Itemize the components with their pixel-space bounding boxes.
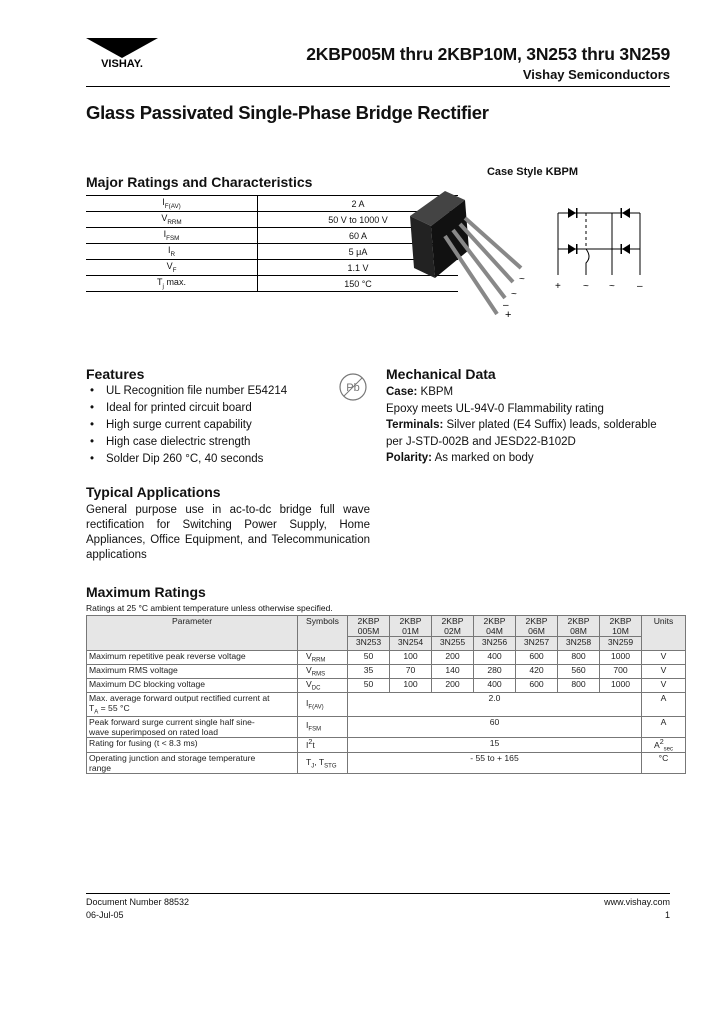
header-parameter: Parameter xyxy=(87,616,298,651)
symbol-sub: RRM xyxy=(311,657,326,664)
schematic-pin-3: ~ xyxy=(609,281,615,292)
row-value: 100 xyxy=(390,651,432,665)
param-line-2-text: T xyxy=(89,703,95,713)
table-row xyxy=(87,753,686,774)
row-value: 200 xyxy=(432,679,474,693)
header-title: 2KBP005M thru 2KBP10M, 3N253 thru 3N259 xyxy=(306,44,670,64)
max-ratings-heading: Maximum Ratings xyxy=(86,584,206,600)
major-rating-value: 50 V to 1000 V xyxy=(258,212,459,228)
symbol-main: V xyxy=(306,679,312,689)
part-top: 2KBP xyxy=(357,616,380,626)
row-symbol xyxy=(298,693,348,717)
part-top: 2KBP xyxy=(399,616,422,626)
row-parameter: Maximum RMS voltage xyxy=(87,665,298,679)
unit-main: A xyxy=(653,739,660,750)
symbol-main: T xyxy=(306,756,312,767)
row-value: 2.0 xyxy=(348,693,642,717)
row-unit xyxy=(642,693,686,717)
major-rating-symbol xyxy=(86,228,258,244)
symbol-main: I xyxy=(306,739,309,750)
header-part-alt: 3N259 xyxy=(600,637,642,651)
symbol-main: V xyxy=(306,651,312,661)
major-rating-value: 60 A xyxy=(258,228,459,244)
max-ratings-note: Ratings at 25 °C ambient temperature unless otherwise specified. xyxy=(86,603,333,613)
row-value: 800 xyxy=(558,651,600,665)
table-row xyxy=(87,679,686,693)
major-rating-symbol xyxy=(86,244,258,260)
schematic-pin-2: ~ xyxy=(583,281,589,292)
row-value: 700 xyxy=(600,665,642,679)
symbol-main: V xyxy=(161,213,168,224)
mechanical-data xyxy=(386,384,676,467)
row-value: 50 xyxy=(348,651,390,665)
row-symbol xyxy=(298,716,348,737)
major-ratings-heading: Major Ratings and Characteristics xyxy=(86,174,313,190)
header-part-alt: 3N253 xyxy=(348,637,390,651)
symbol-rest: t xyxy=(312,739,315,750)
row-value: 1000 xyxy=(600,651,642,665)
case-value: KBPM xyxy=(420,386,454,398)
row-parameter xyxy=(87,716,298,737)
case-label: Case: xyxy=(386,386,418,398)
param-line-2 xyxy=(89,703,295,716)
unit-main: A xyxy=(660,693,667,703)
applications-text: General purpose use in ac-to-dc bridge full wave rectification for Switching Power Supply, Home Appliances, Office Equipment, and Telecommunication applications xyxy=(86,504,370,561)
vishay-logo-text: VISHAY. xyxy=(101,58,143,68)
header-part xyxy=(348,616,390,637)
doc-date: 06-Jul-05 xyxy=(86,910,124,920)
header-part xyxy=(390,616,432,637)
row-value: 420 xyxy=(516,665,558,679)
major-rating-symbol xyxy=(86,276,258,292)
features-heading: Features xyxy=(86,366,145,382)
lead-free-icon xyxy=(337,371,369,403)
row-parameter xyxy=(87,693,298,717)
row-parameter: Maximum repetitive peak reverse voltage xyxy=(87,651,298,665)
bridge-schematic xyxy=(552,203,647,295)
row-unit: V xyxy=(642,679,686,693)
pin-label-2: ~ xyxy=(511,289,517,300)
symbol-main: V xyxy=(166,261,173,272)
row-unit: V xyxy=(642,665,686,679)
case-style-caption: Case Style KBPM xyxy=(486,166,579,178)
row-value: 280 xyxy=(474,665,516,679)
pin-label-3: – xyxy=(503,300,509,311)
part-top: 2KBP xyxy=(525,616,548,626)
diode-4 xyxy=(622,244,630,254)
symbol-main: V xyxy=(306,665,312,675)
lead-free-badge-text: Pb xyxy=(346,382,360,394)
param-text: Rating for fusing (t < 8.3 ms) xyxy=(89,737,198,748)
table-row xyxy=(87,693,686,717)
feature-item: • High case dielectric strength xyxy=(86,434,287,451)
table-row xyxy=(87,665,686,679)
header-part xyxy=(558,616,600,637)
applications-heading: Typical Applications xyxy=(86,484,221,500)
major-rating-symbol xyxy=(86,260,258,276)
feature-item: • Solder Dip 260 °C, 40 seconds xyxy=(86,451,287,468)
symbol-sub: F(AV) xyxy=(164,202,181,210)
table-header-row xyxy=(87,616,686,637)
param-line-2-text: wave superimposed on rated load xyxy=(89,726,218,737)
row-value: 400 xyxy=(474,679,516,693)
header-part xyxy=(516,616,558,637)
row-value: 100 xyxy=(390,679,432,693)
symbol-sub: RRM xyxy=(167,218,182,226)
footer-rule xyxy=(86,893,670,894)
param-line-2-sub: A xyxy=(94,709,99,716)
symbol-suffix: max. xyxy=(163,277,186,288)
part-top: 2KBP xyxy=(609,616,632,626)
doc-number: Document Number 88532 xyxy=(86,897,190,907)
param-line-1: Operating junction and storage temperature xyxy=(89,753,256,764)
schematic-pin-1: + xyxy=(555,281,561,292)
symbol-sep: , T xyxy=(314,756,325,767)
page-number: 1 xyxy=(664,910,670,920)
part-top: 2KBP xyxy=(483,616,506,626)
row-symbol xyxy=(298,651,348,665)
kbpm-package-drawing xyxy=(405,186,535,321)
row-value: 70 xyxy=(390,665,432,679)
part-top: 2KBP xyxy=(441,616,464,626)
symbol-sub: FSM xyxy=(308,727,322,734)
part-mid: 005M xyxy=(357,626,380,636)
row-value: 560 xyxy=(558,665,600,679)
max-ratings-table xyxy=(86,615,686,774)
row-parameter: Maximum DC blocking voltage xyxy=(87,679,298,693)
header-part xyxy=(474,616,516,637)
row-value: 800 xyxy=(558,679,600,693)
epoxy-text: Epoxy meets UL-94V-0 Flammability rating xyxy=(386,402,604,415)
major-ratings-table xyxy=(86,195,458,292)
row-unit xyxy=(642,737,686,753)
terminals-value: Silver plated (E4 Suffix) leads, solderable per J-STD-002B and JESD22-B102D xyxy=(386,419,657,448)
page-title: Glass Passivated Single-Phase Bridge Rectifier xyxy=(86,102,489,123)
mechanical-heading: Mechanical Data xyxy=(386,366,496,382)
symbol-main: I xyxy=(162,197,165,208)
row-unit: V xyxy=(642,651,686,665)
feature-item: • High surge current capability xyxy=(86,417,287,434)
row-value: 200 xyxy=(432,651,474,665)
row-value: 50 xyxy=(348,679,390,693)
unit-main: °C xyxy=(658,753,669,764)
polarity-value: As marked on body xyxy=(434,452,534,464)
symbol-main: I xyxy=(306,698,309,708)
part-mid: 01M xyxy=(402,626,419,636)
major-rating-row xyxy=(86,276,458,292)
header-units: Units xyxy=(642,616,686,651)
row-symbol xyxy=(298,737,348,753)
row-value: 60 xyxy=(348,716,642,737)
diode-1 xyxy=(568,208,576,218)
row-value: 400 xyxy=(474,651,516,665)
header-part xyxy=(432,616,474,637)
polarity-label: Polarity: xyxy=(386,452,433,464)
features-list xyxy=(86,383,287,468)
table-row xyxy=(87,716,686,737)
header-subtitle: Vishay Semiconductors xyxy=(522,67,670,82)
diode-3 xyxy=(568,244,576,254)
website-link[interactable]: www.vishay.com xyxy=(604,897,670,907)
row-unit xyxy=(642,753,686,774)
part-mid: 04M xyxy=(486,626,503,636)
major-rating-value: 1.1 V xyxy=(258,260,459,276)
symbol-sub: RMS xyxy=(311,671,326,678)
symbol-main: I xyxy=(163,229,167,240)
symbol-main: T xyxy=(157,277,163,288)
row-symbol xyxy=(298,665,348,679)
symbol-sub: F xyxy=(172,266,177,274)
row-value: 1000 xyxy=(600,679,642,693)
symbol-sub: j xyxy=(162,282,164,290)
row-parameter xyxy=(87,753,298,774)
terminals-label: Terminals: xyxy=(386,419,444,431)
vishay-logo xyxy=(86,38,158,68)
part-mid: 02M xyxy=(444,626,461,636)
major-rating-row xyxy=(86,228,458,244)
header-part-alt: 3N258 xyxy=(558,637,600,651)
header-part xyxy=(600,616,642,637)
header-symbols: Symbols xyxy=(298,616,348,651)
major-rating-symbol xyxy=(86,196,258,212)
major-rating-value: 150 °C xyxy=(258,276,459,292)
table-row xyxy=(87,737,686,753)
part-top: 2KBP xyxy=(567,616,590,626)
symbol-sup: 2 xyxy=(308,737,313,746)
schematic-pin-4: – xyxy=(637,281,643,292)
row-symbol xyxy=(298,753,348,774)
header-rule xyxy=(86,86,670,87)
header-part-alt: 3N254 xyxy=(390,637,432,651)
row-parameter xyxy=(87,737,298,753)
part-mid: 10M xyxy=(612,626,629,636)
row-value: 600 xyxy=(516,679,558,693)
symbol-sub: J xyxy=(311,763,315,770)
symbol-main: I xyxy=(306,720,309,731)
param-line-2 xyxy=(89,763,295,773)
row-value: 140 xyxy=(432,665,474,679)
symbol-sub: FSM xyxy=(166,234,180,242)
symbol-sub-2: STG xyxy=(324,763,337,770)
major-rating-symbol xyxy=(86,212,258,228)
param-line-2-text: range xyxy=(89,763,111,774)
row-unit xyxy=(642,716,686,737)
feature-item: • UL Recognition file number E54214 xyxy=(86,383,287,400)
row-value: 35 xyxy=(348,665,390,679)
unit-sub: sec xyxy=(663,746,674,753)
major-rating-row xyxy=(86,244,458,260)
unit-sup: 2 xyxy=(659,737,664,746)
part-mid: 06M xyxy=(528,626,545,636)
major-rating-value: 2 A xyxy=(258,196,459,212)
symbol-sub: DC xyxy=(311,685,321,692)
symbol-sub: R xyxy=(170,250,176,258)
major-rating-row xyxy=(86,196,458,212)
param-line-2 xyxy=(89,727,295,737)
major-rating-value: 5 μA xyxy=(258,244,459,260)
pin-label-4: + xyxy=(505,309,512,321)
header-part-alt: 3N255 xyxy=(432,637,474,651)
unit-main: A xyxy=(660,716,667,727)
param-line-1: Peak forward surge current single half sine- xyxy=(89,716,255,727)
row-symbol xyxy=(298,679,348,693)
row-value: 15 xyxy=(348,737,642,753)
row-value: 600 xyxy=(516,651,558,665)
symbol-sub: F(AV) xyxy=(308,704,324,711)
pin-label-1: ~ xyxy=(519,274,525,285)
major-rating-row xyxy=(86,260,458,276)
part-mid: 08M xyxy=(570,626,587,636)
table-row xyxy=(87,651,686,665)
param-line-2-rest: = 55 °C xyxy=(98,703,130,713)
major-rating-row xyxy=(86,212,458,228)
symbol-main: I xyxy=(167,245,171,256)
feature-item: • Ideal for printed circuit board xyxy=(86,400,287,417)
diode-2 xyxy=(622,208,630,218)
param-line-1: Max. average forward output rectified current at xyxy=(89,693,270,703)
header-part-alt: 3N256 xyxy=(474,637,516,651)
header-part-alt: 3N257 xyxy=(516,637,558,651)
row-value: - 55 to + 165 xyxy=(348,753,642,774)
